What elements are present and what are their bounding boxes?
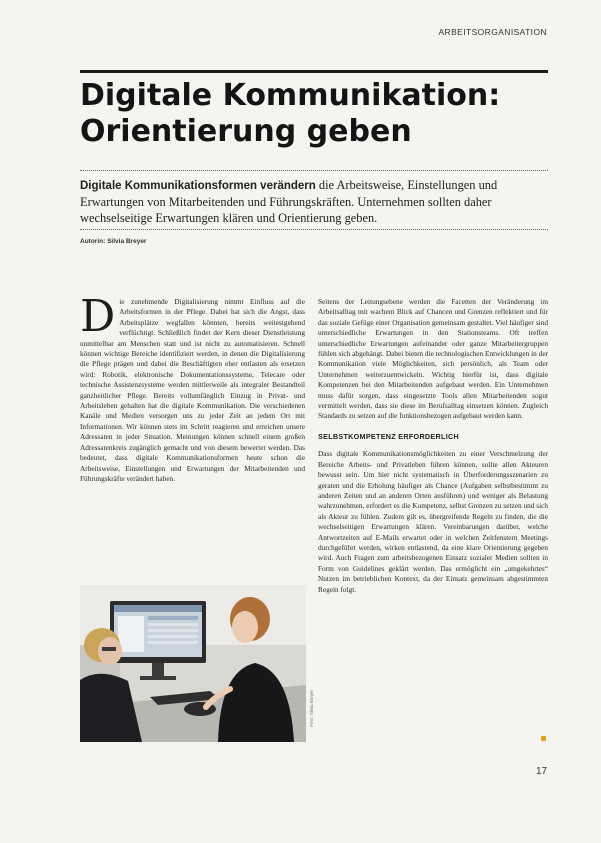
section-label: ARBEITSORGANISATION [438, 27, 547, 37]
lead-bottom-rule [80, 229, 548, 230]
article-title [80, 78, 550, 150]
body-text-1: ie zunehmende Digitalisierung nimmt Einfluss auf die Arbeitsformen in der Pflege. Dabei hat sich die Angst, dass Arbeitsplätze wegfallen könnten, bereits weitestgehend verflüchtigt. Schließlich findet der Kern dieser Dienstleistung unmittelbar am Menschen statt und ist nicht zu automatisieren. Schnell können wichtige Bereiche identifiziert werden, in denen die Digitalisierung die Pflege prägen und dabei die Beschäftigten eher entlasten als ersetzen wird: Robotik, elektronische Dokumentationssysteme, Telecare oder technische Assistenzsysteme werden mittlerweile als integraler Bestandteil ganzheitlicher Pflege. Bereits vollumfänglich Einzug in Privat- und Arbeitsleben gehalten hat die digitale Kommunikation. Die verschiedenen Kanäle und Medien versorgen uns zu jeder Zeit an jedem Ort mit Informationen. Wir können stets im Schritt reagieren und erreichen unsere Adressaten in jeder Situation. Meinungen können schnell einem großen Adressatenkreis zugänglich gemacht und von diesem bewertet werden. Das bedeutet, dass digitale Kommunikationsformen heute schon die Arbeitsweise, Einstellungen und Erwartungen der Mitarbeitenden und Führungskräfte verändert haben. [80, 297, 305, 483]
page-number: 17 [536, 766, 548, 777]
photo-credit: Foto: Silvia Breyer [309, 690, 314, 727]
body-paragraph-2: Seitens der Leitungsebene werden die Facetten der Veränderung im Arbeitsalltag mit wachem Blick auf Chancen und Grenzen reflektiert und für das soziale Gefüge einer Organisation gemeinsam gestaltet. Viel häufiger sind unterschiedliche Erwartungen in den Stationsteams. Oft treffen unterschiedliche Erwartungen aufeinander oder ganze Mitarbeitergruppen fühlen sich abgehängt. Dabei bieten die technologischen Entwicklungen in der Kommunikation viele Möglichkeiten, sich persönlich, als Team oder Unternehmen weiterzuentwickeln. Wichtig hierfür ist, dass digitale Kompetenzen bei den Mitarbeitenden aufgebaut werden. Ein Unternehmen muss dafür sorgen, dass eingesetzte Tools allen Mitarbeitenden sogut vermittelt werden, dass sie diese im Berufsalltag einsetzen können. Zugleich Standards zu setzen auf die funktionsbezogen aufgebaut werden kann. [318, 297, 548, 421]
title-line-1: Digitale Kommunikation: [80, 78, 501, 113]
body-column-right [318, 297, 548, 757]
top-rule [80, 70, 548, 73]
title-line-2: Orientierung geben [80, 114, 412, 149]
author-line: Autorin: Silvia Breyer [80, 238, 147, 245]
article-end-mark [541, 736, 546, 741]
section-subheading: SELBSTKOMPETENZ ERFORDERLICH [318, 431, 459, 441]
lead-bold: Digitale Kommunikationsformen verändern [80, 180, 316, 192]
body-column-left [80, 297, 305, 577]
photo-illustration [80, 585, 306, 742]
article-photo [80, 585, 306, 742]
lead-top-rule [80, 170, 548, 171]
drop-cap: D [80, 297, 116, 342]
body-paragraph-3: Dass digitale Kommunikationsmöglichkeiten zu einer Verschmelzung der Bereiche Arbeits- und Privatleben führen können, sollte allen Akteuren bewusst sein. Um hier nicht systematisch in Überforderungsszenarien zu geraten und die Erholung häufiger als Chance (Aufgaben selbstbestimmt zu anderen Zeiten und an anderen Orten ausführen) und weniger als Belastung wahrzunehmen, erfordert es die Kompetenz, selbst Grenzen zu setzen und sich als Akteur zu fühlen. Zudem gilt es, übergreifende Regeln zu finden, die die wechselseitigen Erwartungen klären. Vereinbarungen darüber, welche Antwortzeiten auf E-Mails erwartet oder in welchen Zeitfenstern Meetings durchgeführt werden, wirken entlastend, da eine klare Orientierung gegeben wird. Auch Fragen zum arbeitsbezogenen Einsatz sozialer Medien sollten in Form von Guidelines geklärt werden. Das ermöglicht ein „umgekehrtes“ Nutzen im betrieblichen Kontext, da der Einsatz gemeinsam abgestimmten Regeln folgt. [318, 449, 548, 594]
body-paragraph-1 [80, 297, 305, 484]
article-lead [80, 177, 550, 226]
lead-text: die Arbeitsweise, Einstellungen und Erwartungen von Mitarbeitenden und Führungskräften. Unternehmen sollten daher wechselseitige Erwartungen klären und Orientierung geben. [80, 178, 498, 225]
